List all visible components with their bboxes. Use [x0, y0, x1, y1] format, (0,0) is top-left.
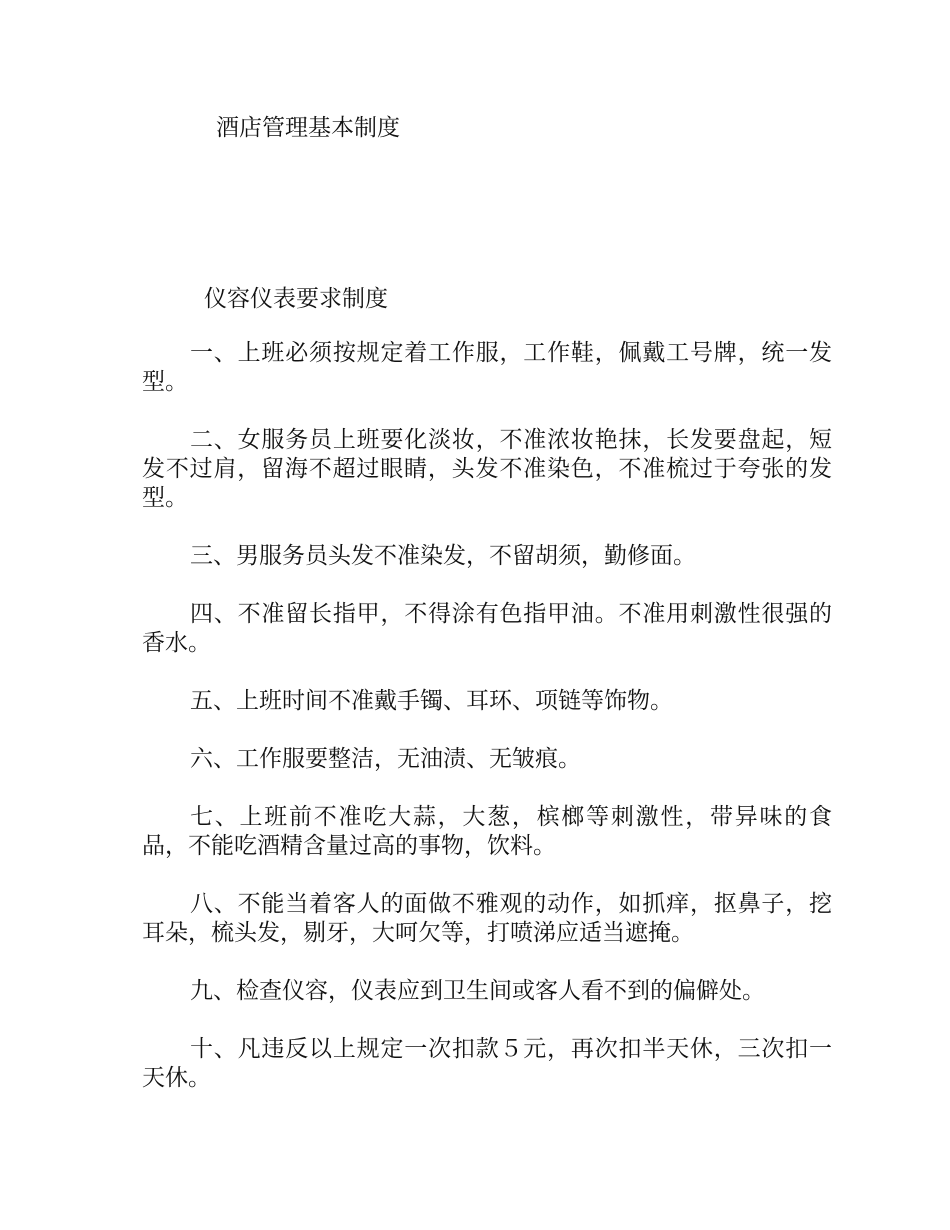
rule-item: 一、上班必须按规定着工作服，工作鞋，佩戴工号牌，统一发型。 [142, 340, 832, 395]
section-title: 仪容仪表要求制度 [204, 286, 388, 312]
rule-item: 五、上班时间不准戴手镯、耳环、项链等饰物。 [190, 688, 673, 714]
rules-list [142, 339, 832, 1122]
rule-item: 二、女服务员上班要化淡妆，不准浓妆艳抹，长发要盘起，短发不过肩，留海不超过眼睛，头发不准染色，不准梳过于夸张的发型。 [142, 427, 832, 511]
document-title: 酒店管理基本制度 [216, 115, 400, 141]
rule-item: 六、工作服要整洁，无油渍、无皱痕。 [190, 746, 581, 772]
rule-item: 八、不能当着客人的面做不雅观的动作，如抓痒，抠鼻子，挖耳朵，梳头发，剔牙，大呵欠等，打喷涕应适当遮掩。 [142, 891, 832, 946]
rule-item: 四、不准留长指甲，不得涂有色指甲油。不准用刺激性很强的香水。 [142, 601, 832, 656]
rule-item: 七、上班前不准吃大蒜，大葱，槟榔等刺激性，带异味的食品，不能吃酒精含量过高的事物，饮料。 [142, 804, 832, 859]
rule-item: 三、男服务员头发不准染发，不留胡须，勤修面。 [190, 543, 696, 569]
rule-item: 十、凡违反以上规定一次扣款５元，再次扣半天休，三次扣一天休。 [142, 1036, 832, 1091]
rule-item: 九、检查仪容，仪表应到卫生间或客人看不到的偏僻处。 [190, 978, 765, 1004]
